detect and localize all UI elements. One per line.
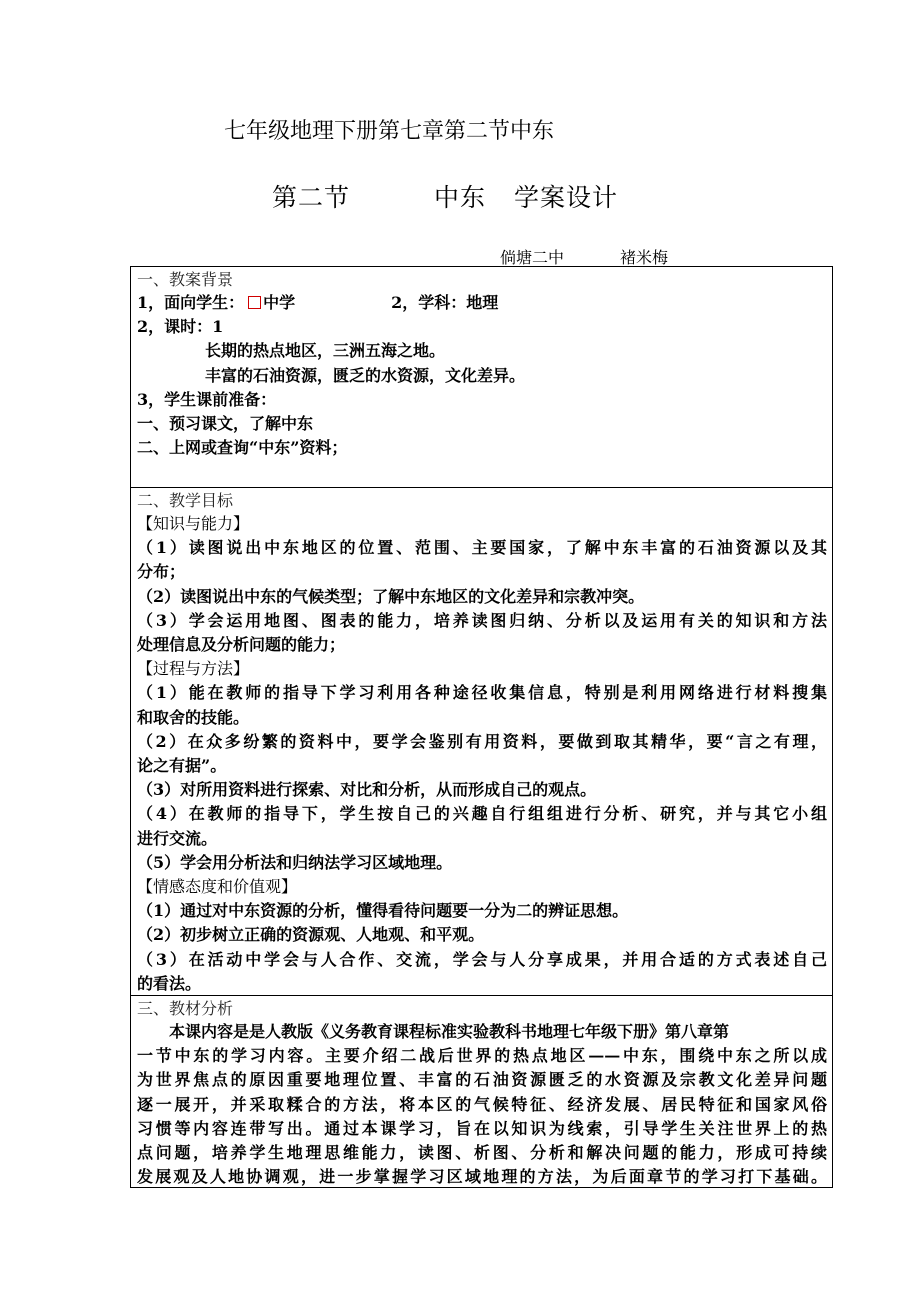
goal-line: 分布； [137, 562, 186, 582]
goal-line: （4）在教师的指导下，学生按自己的兴趣自行组组进行分析、研究，并与其它小组 [137, 804, 827, 824]
author-line [500, 245, 668, 268]
background-cell [131, 267, 832, 487]
goal-line: 进行交流。 [137, 828, 218, 848]
goal-line: （3）学会运用地图、图表的能力，培养读图归纳、分析以及运用有关的知识和方法 [137, 610, 827, 630]
emotion-heading: 【情感态度和价值观】 [137, 877, 298, 897]
analysis-heading: 三、教材分析 [137, 999, 234, 1018]
subtitle-region: 中东 [434, 183, 487, 212]
students-value: 中学 [263, 293, 296, 312]
goal-line: 和取舍的技能。 [137, 707, 250, 727]
goal-line: （3）在活动中学会与人合作、交流，学会与人分享成果，并用合适的方式表述自己 [137, 949, 827, 969]
prep-line: 3，学生课前准备： [137, 389, 277, 409]
background-heading: 一、教案背景 [137, 270, 234, 289]
subtitle-section: 第二节 [272, 183, 351, 212]
analysis-line: 逐一展开，并采取糅合的方法，将本区的气候特征、经济发展、居民特征和国家风俗 [137, 1094, 827, 1114]
knowledge-heading: 【知识与能力】 [137, 514, 250, 533]
analysis-line: 习惯等内容连带写出。通过本课学习，旨在以知识为线索，引导学生关注世界上的热 [137, 1118, 827, 1138]
analysis-line: 点问题，培养学生地理思维能力，读图、析图、分析和解决问题的能力，形成可持续 [137, 1143, 827, 1163]
students-label: 1，面向学生： [137, 293, 245, 312]
goal-line: 论之有据”。 [137, 756, 227, 776]
background-text-1: 长期的热点地区，三洲五海之地。 [205, 341, 446, 361]
background-text-2: 丰富的石油资源，匮乏的水资源，文化差异。 [205, 365, 526, 385]
analysis-line: 一节中东的学习内容。主要介绍二战后世界的热点地区——中东，围绕中东之所以成 [137, 1046, 827, 1066]
analysis-line: 为世界焦点的原因重要地理位置、丰富的石油资源匮乏的水资源及宗教文化差异问题 [137, 1070, 827, 1090]
analysis-cell [131, 995, 832, 1187]
goal-line: （1）读图说出中东地区的位置、范围、主要国家，了解中东丰富的石油资源以及其 [137, 538, 827, 558]
lesson-subtitle [272, 178, 618, 214]
goal-line: （5）学会用分析法和归纳法学习区域地理。 [137, 852, 453, 872]
subtitle-label: 学案设计 [514, 183, 619, 212]
goal-line: 处理信息及分析问题的能力； [137, 635, 346, 655]
author-name: 褚米梅 [620, 248, 669, 267]
hours-line: 2，课时：1 [137, 317, 224, 337]
goals-cell [131, 487, 832, 995]
analysis-line: 发展观及人地协调观，进一步掌握学习区域地理的方法，为后面章节的学习打下基础。 [137, 1167, 827, 1187]
subject-line: 2，学科：地理 [391, 293, 499, 312]
prep-item-1: 一、预习课文，了解中东 [137, 414, 314, 434]
goals-heading: 二、教学目标 [137, 491, 234, 510]
goal-line: （2）在众多纷繁的资料中，要学会鉴别有用资料，要做到取其精华，要“言之有理， [137, 731, 827, 751]
goal-line: 的看法。 [137, 973, 202, 993]
document-title: 七年级地理下册第七章第二节中东 [224, 119, 555, 144]
students-line [137, 291, 827, 315]
author-school: 倘塘二中 [500, 248, 565, 267]
process-heading: 【过程与方法】 [137, 659, 250, 679]
analysis-line: 本课内容是是人教版《义务教育课程标准实验教科书地理七年级下册》第八章第 [169, 1022, 730, 1041]
prep-item-2: 二、上网或查询“中东”资料； [137, 438, 348, 458]
checkbox-icon [248, 296, 261, 309]
goal-line: （1）能在教师的指导下学习利用各种途径收集信息，特别是利用网络进行材料搜集 [137, 683, 827, 703]
goal-line: （3）对所用资料进行探索、对比和分析，从而形成自己的观点。 [137, 780, 597, 800]
lesson-plan-table [130, 266, 833, 1188]
goal-line: （2）读图说出中东的气候类型；了解中东地区的文化差异和宗教冲突。 [137, 586, 645, 606]
goal-line: （1）通过对中东资源的分析，懂得看待问题要一分为二的辨证思想。 [137, 901, 629, 921]
goal-line: （2）初步树立正确的资源观、人地观、和平观。 [137, 925, 485, 945]
